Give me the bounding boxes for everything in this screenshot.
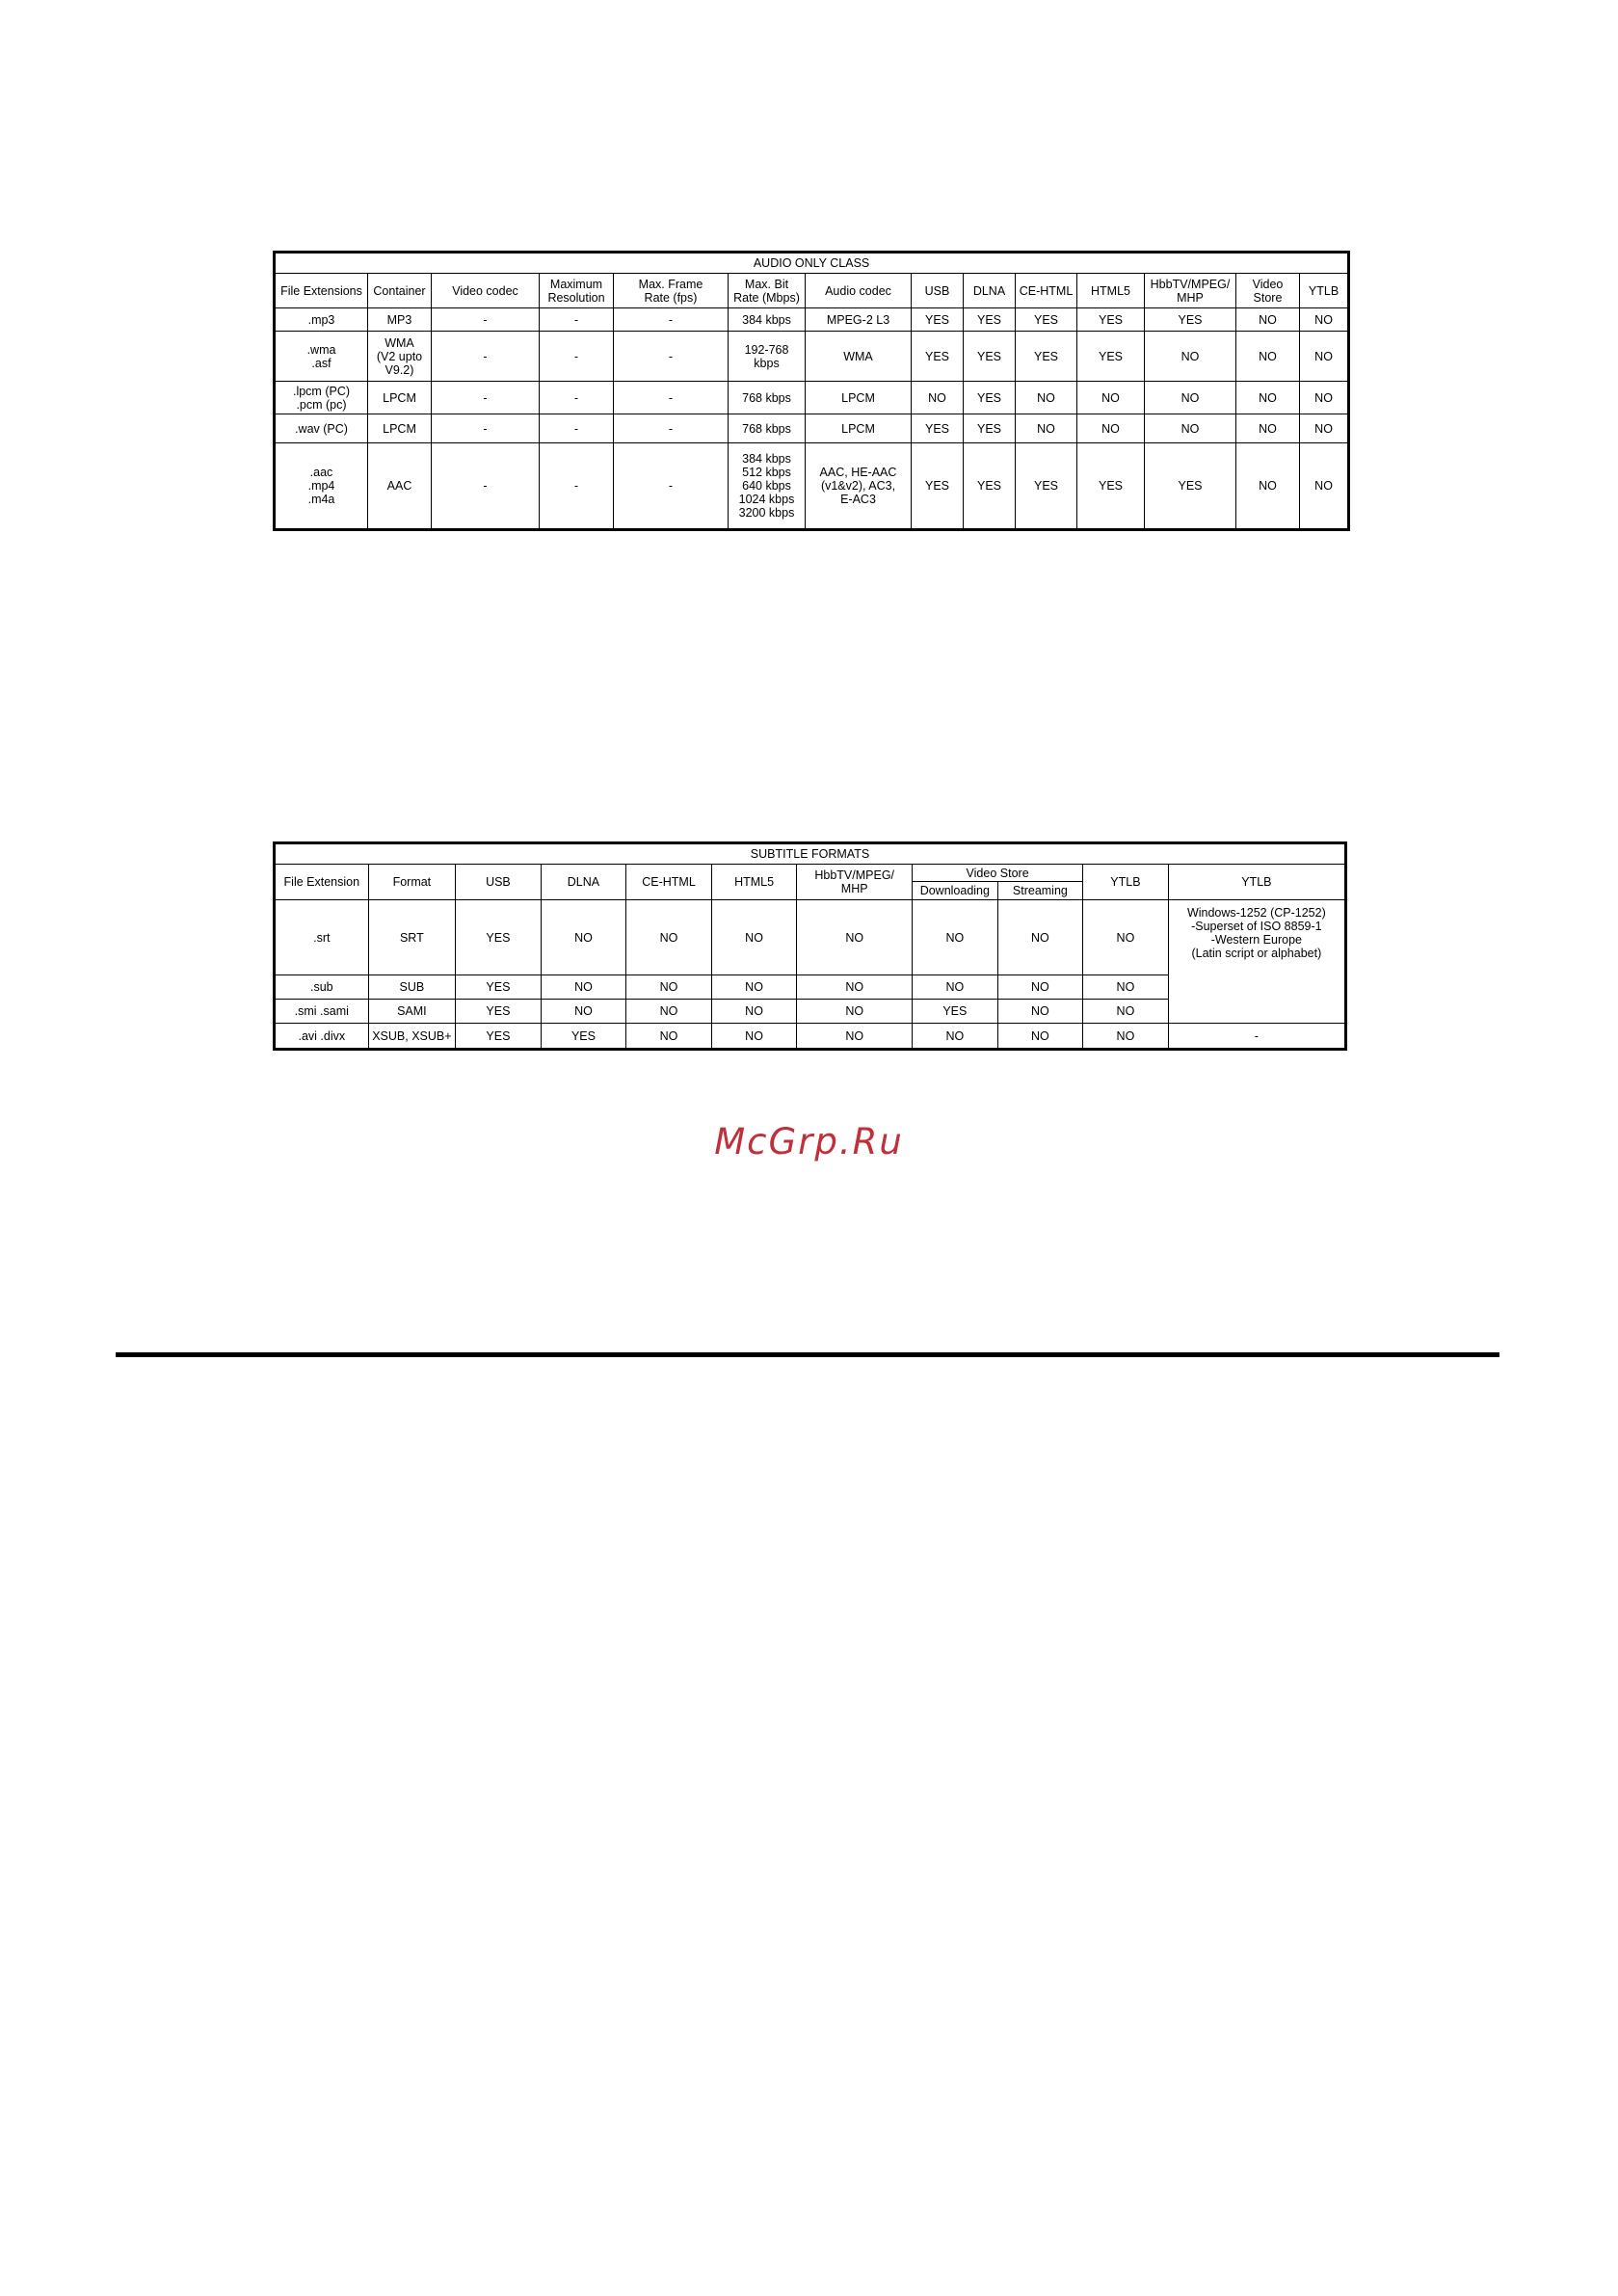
- table-cell: NO: [913, 975, 998, 1000]
- header-dlna: DLNA: [964, 274, 1016, 308]
- table-cell: NO: [626, 1024, 712, 1050]
- table-cell: NO: [1077, 414, 1145, 443]
- table-cell: -: [540, 382, 614, 414]
- table-row: [275, 414, 1349, 443]
- table-cell: YES: [541, 1024, 626, 1050]
- header-dlna: DLNA: [541, 865, 626, 900]
- table-cell: YES: [912, 414, 964, 443]
- table-cell: -: [540, 332, 614, 382]
- horizontal-rule: [116, 1352, 1499, 1357]
- table-cell: -: [432, 308, 540, 332]
- table-cell: -: [432, 414, 540, 443]
- table-cell: YES: [912, 332, 964, 382]
- table-cell: NO: [541, 975, 626, 1000]
- header-ytlb: YTLB: [1083, 865, 1169, 900]
- table-cell: NO: [1083, 1024, 1169, 1050]
- table-cell: NO: [797, 975, 913, 1000]
- table-cell: YES: [456, 900, 542, 975]
- table-cell: .aac .mp4 .m4a: [275, 443, 368, 530]
- header-ytlb: YTLB: [1300, 274, 1349, 308]
- table-cell: NO: [711, 975, 797, 1000]
- table-row: [275, 332, 1349, 382]
- table-cell: NO: [797, 1000, 913, 1024]
- table-cell: LPCM: [368, 414, 432, 443]
- table-cell: WMA: [806, 332, 912, 382]
- header-downloading: Downloading: [913, 882, 998, 900]
- table-cell: NO: [1236, 332, 1300, 382]
- audio-table-header-row: [275, 274, 1349, 308]
- table-cell: 768 kbps: [729, 414, 806, 443]
- table-cell: YES: [456, 1024, 542, 1050]
- table-cell: YES: [1145, 308, 1236, 332]
- table-cell: YES: [1077, 443, 1145, 530]
- subtitle-table-header-row: [275, 865, 1346, 882]
- table-cell: NO: [1016, 382, 1077, 414]
- table-cell: YES: [964, 308, 1016, 332]
- table-cell: YES: [964, 443, 1016, 530]
- table-cell: -: [432, 332, 540, 382]
- table-cell: -: [614, 308, 729, 332]
- table-cell: NO: [711, 1024, 797, 1050]
- table-cell: .wma .asf: [275, 332, 368, 382]
- audio-table-title: AUDIO ONLY CLASS: [275, 253, 1349, 274]
- table-cell: NO: [711, 1000, 797, 1024]
- table-cell: NO: [997, 900, 1083, 975]
- table-cell: NO: [1145, 382, 1236, 414]
- header-html5: HTML5: [1077, 274, 1145, 308]
- table-cell: NO: [1236, 382, 1300, 414]
- table-cell: NO: [997, 1000, 1083, 1024]
- table-cell: NO: [1016, 414, 1077, 443]
- table-cell: NO: [1300, 308, 1349, 332]
- table-cell: SAMI: [368, 1000, 456, 1024]
- table-cell: YES: [964, 414, 1016, 443]
- header-streaming: Streaming: [997, 882, 1083, 900]
- table-cell: .wav (PC): [275, 414, 368, 443]
- table-cell: NO: [997, 975, 1083, 1000]
- table-cell: YES: [964, 332, 1016, 382]
- table-cell: -: [614, 332, 729, 382]
- table-cell: NO: [1145, 414, 1236, 443]
- table-cell: SRT: [368, 900, 456, 975]
- table-cell: .mp3: [275, 308, 368, 332]
- table-cell: YES: [1016, 308, 1077, 332]
- header-file-extension: File Extension: [275, 865, 369, 900]
- table-cell: NO: [913, 1024, 998, 1050]
- table-cell: NO: [1300, 414, 1349, 443]
- table-cell: XSUB, XSUB+: [368, 1024, 456, 1050]
- table-cell: -: [432, 443, 540, 530]
- table-row: [275, 308, 1349, 332]
- table-cell: YES: [912, 308, 964, 332]
- table-cell: -: [1168, 1024, 1345, 1050]
- table-cell: NO: [541, 1000, 626, 1024]
- header-hbbtv: HbbTV/MPEG/ MHP: [1145, 274, 1236, 308]
- table-cell: NO: [1236, 443, 1300, 530]
- table-cell: -: [614, 414, 729, 443]
- table-cell: YES: [912, 443, 964, 530]
- table-cell: .srt: [275, 900, 369, 975]
- table-cell: YES: [456, 975, 542, 1000]
- table-cell: NO: [1236, 414, 1300, 443]
- table-cell: WMA (V2 upto V9.2): [368, 332, 432, 382]
- table-cell: AAC: [368, 443, 432, 530]
- table-cell: NO: [1083, 1000, 1169, 1024]
- table-cell: YES: [1145, 443, 1236, 530]
- watermark: McGrp.Ru: [714, 1121, 904, 1162]
- table-cell: YES: [1016, 443, 1077, 530]
- table-cell: -: [432, 382, 540, 414]
- table-cell: NO: [1083, 900, 1169, 975]
- header-format: Format: [368, 865, 456, 900]
- encoding-note-cell: Windows-1252 (CP-1252) -Superset of ISO 8859-1 -Western Europe (Latin script or alphabet): [1168, 900, 1345, 1024]
- table-cell: NO: [1077, 382, 1145, 414]
- table-cell: NO: [912, 382, 964, 414]
- header-container: Container: [368, 274, 432, 308]
- header-ytlb-encoding: YTLB: [1168, 865, 1345, 900]
- header-usb: USB: [912, 274, 964, 308]
- table-cell: .avi .divx: [275, 1024, 369, 1050]
- table-cell: LPCM: [806, 382, 912, 414]
- table-cell: NO: [913, 900, 998, 975]
- table-cell: -: [540, 308, 614, 332]
- table-cell: NO: [541, 900, 626, 975]
- table-cell: .lpcm (PC) .pcm (pc): [275, 382, 368, 414]
- table-cell: MP3: [368, 308, 432, 332]
- header-ce-html: CE-HTML: [1016, 274, 1077, 308]
- table-cell: 384 kbps 512 kbps 640 kbps 1024 kbps 3200 kbps: [729, 443, 806, 530]
- table-cell: NO: [626, 1000, 712, 1024]
- table-cell: YES: [913, 1000, 998, 1024]
- table-cell: -: [614, 443, 729, 530]
- header-video-store: Video Store: [1236, 274, 1300, 308]
- table-cell: 384 kbps: [729, 308, 806, 332]
- table-cell: NO: [711, 900, 797, 975]
- header-max-frame-rate: Max. Frame Rate (fps): [614, 274, 729, 308]
- table-row: [275, 443, 1349, 530]
- header-file-extensions: File Extensions: [275, 274, 368, 308]
- header-hbbtv: HbbTV/MPEG/ MHP: [797, 865, 913, 900]
- table-cell: YES: [964, 382, 1016, 414]
- table-cell: .smi .sami: [275, 1000, 369, 1024]
- table-row: [275, 900, 1346, 975]
- table-cell: YES: [1077, 332, 1145, 382]
- table-cell: NO: [1145, 332, 1236, 382]
- table-cell: 192-768 kbps: [729, 332, 806, 382]
- table-cell: AAC, HE-AAC (v1&v2), AC3, E-AC3: [806, 443, 912, 530]
- table-cell: -: [614, 382, 729, 414]
- table-cell: MPEG-2 L3: [806, 308, 912, 332]
- table-row: [275, 382, 1349, 414]
- table-cell: NO: [1083, 975, 1169, 1000]
- table-cell: LPCM: [806, 414, 912, 443]
- table-cell: NO: [797, 1024, 913, 1050]
- header-video-store: Video Store: [913, 865, 1083, 882]
- header-ce-html: CE-HTML: [626, 865, 712, 900]
- table-cell: NO: [1300, 332, 1349, 382]
- subtitle-formats-table: [273, 841, 1347, 1051]
- table-cell: YES: [1016, 332, 1077, 382]
- header-video-codec: Video codec: [432, 274, 540, 308]
- table-cell: NO: [626, 975, 712, 1000]
- subtitle-table-title: SUBTITLE FORMATS: [275, 843, 1346, 865]
- table-cell: NO: [1300, 382, 1349, 414]
- table-cell: YES: [1077, 308, 1145, 332]
- header-usb: USB: [456, 865, 542, 900]
- table-cell: SUB: [368, 975, 456, 1000]
- header-audio-codec: Audio codec: [806, 274, 912, 308]
- table-cell: YES: [456, 1000, 542, 1024]
- table-cell: -: [540, 414, 614, 443]
- header-max-bit-rate: Max. Bit Rate (Mbps): [729, 274, 806, 308]
- table-cell: 768 kbps: [729, 382, 806, 414]
- table-cell: -: [540, 443, 614, 530]
- table-cell: NO: [1300, 443, 1349, 530]
- table-row: [275, 1024, 1346, 1050]
- header-html5: HTML5: [711, 865, 797, 900]
- table-cell: NO: [626, 900, 712, 975]
- table-cell: LPCM: [368, 382, 432, 414]
- table-cell: .sub: [275, 975, 369, 1000]
- audio-only-class-table: [273, 251, 1350, 531]
- header-maximum-resolution: Maximum Resolution: [540, 274, 614, 308]
- table-cell: NO: [797, 900, 913, 975]
- table-cell: NO: [997, 1024, 1083, 1050]
- table-cell: NO: [1236, 308, 1300, 332]
